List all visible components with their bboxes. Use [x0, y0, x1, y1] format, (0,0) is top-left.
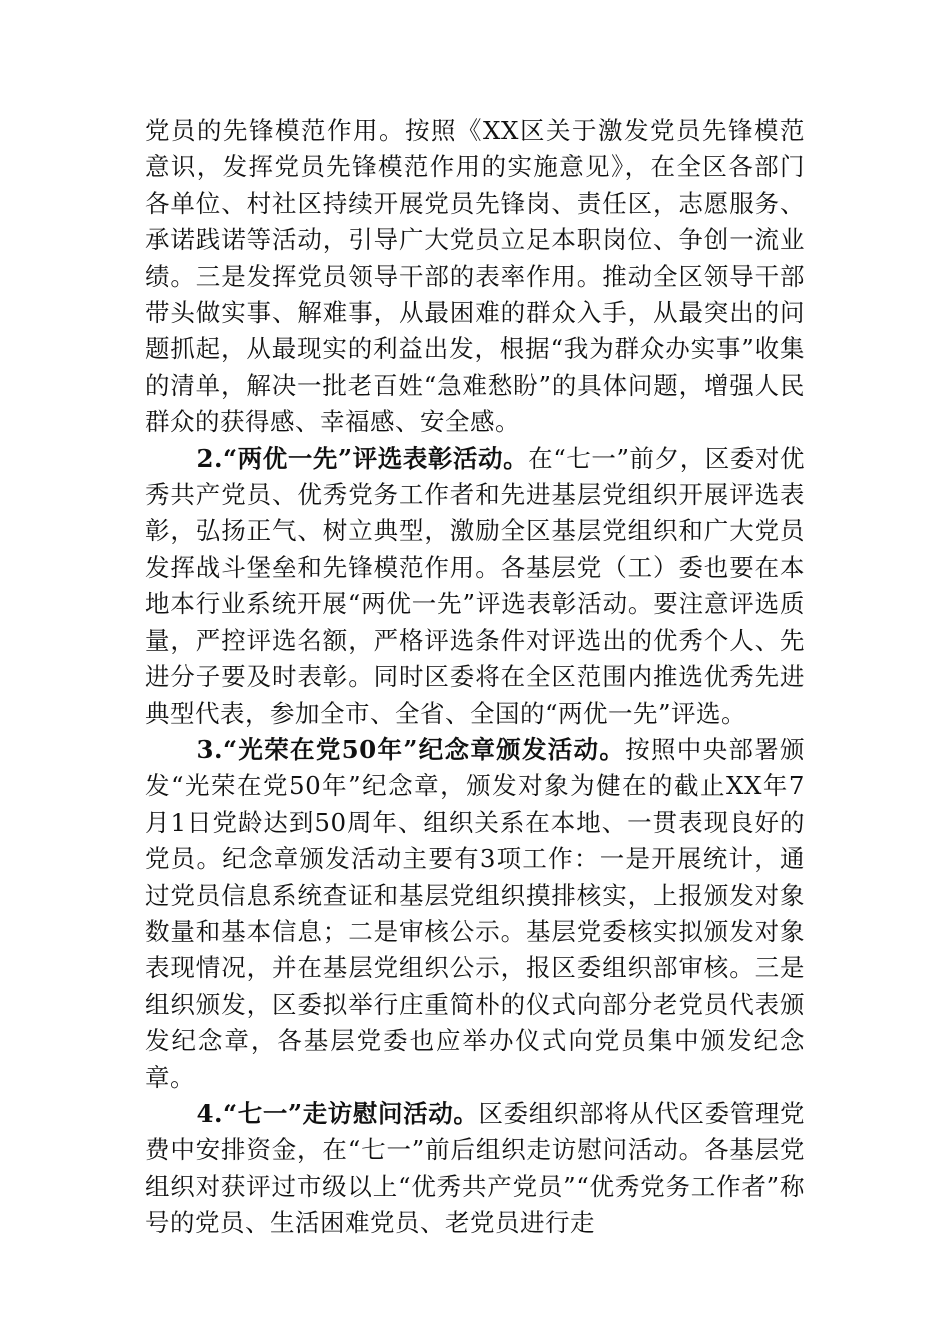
paragraph-4 [145, 1096, 805, 1242]
paragraph-3-heading: 3.“光荣在党50年”纪念章颁发活动。 [196, 734, 626, 764]
paragraph-2-text: 在“七一”前夕，区委对优秀共产党员、优秀党务工作者和先进基层党组织开展评选表彰，弘扬正气、树立典型，激励全区基层党组织和广大党员发挥战斗堡垒和先锋模范作用。各基层党（工）委也要在本地本行业系统开展“两优一先”评选表彰活动。要注意评选质量，严控评选名额，严格评选条件对评选出的优秀个人、先进分子要及时表彰。同时区委将在全区范围内推选优秀先进典型代表，参加全市、全省、全国的“两优一先”评选。 [145, 443, 805, 728]
paragraph-4-heading: 4.“七一”走访慰问活动。 [196, 1098, 479, 1128]
paragraph-4-text: 区委组织部将从代区委管理党费中安排资金，在“七一”前后组织走访慰问活动。各基层党组织对获评过市级以上“优秀共产党员”“优秀党务工作者”称号的党员、生活困难党员、老党员进行走 [145, 1098, 806, 1238]
document-body [145, 113, 805, 1242]
paragraph-1-text: 党员的先锋模范作用。按照《XX区关于激发党员先锋模范意识，发挥党员先锋模范作用的实施意见》，在全区各部门各单位、村社区持续开展党员先锋岗、责任区，志愿服务、承诺践诺等活动，引导广大党员立足本职岗位、争创一流业绩。三是发挥党员领导干部的表率作用。推动全区领导干部带头做实事、解难事，从最困难的群众入手，从最突出的问题抓起，从最现实的利益出发，根据“我为群众办实事”收集的清单，解决一批老百姓“急难愁盼”的具体问题，增强人民群众的获得感、幸福感、安全感。 [145, 116, 805, 437]
paragraph-3 [145, 732, 805, 1096]
paragraph-1 [145, 113, 805, 441]
paragraph-3-text: 按照中央部署颁发“光荣在党50年”纪念章，颁发对象为健在的截止XX年7月1日党龄达到50周年、组织关系在本地、一贯表现良好的党员。纪念章颁发活动主要有3项工作：一是开展统计，通过党员信息系统查证和基层党组织摸排核实，上报颁发对象数量和基本信息；二是审核公示。基层党委核实拟颁发对象表现情况，并在基层党组织公示，报区委组织部审核。三是组织颁发，区委拟举行庄重简朴的仪式向部分老党员代表颁发纪念章，各基层党委也应举办仪式向党员集中颁发纪念章。 [145, 734, 805, 1092]
paragraph-2 [145, 441, 805, 732]
paragraph-2-heading: 2.“两优一先”评选表彰活动。 [196, 443, 529, 473]
